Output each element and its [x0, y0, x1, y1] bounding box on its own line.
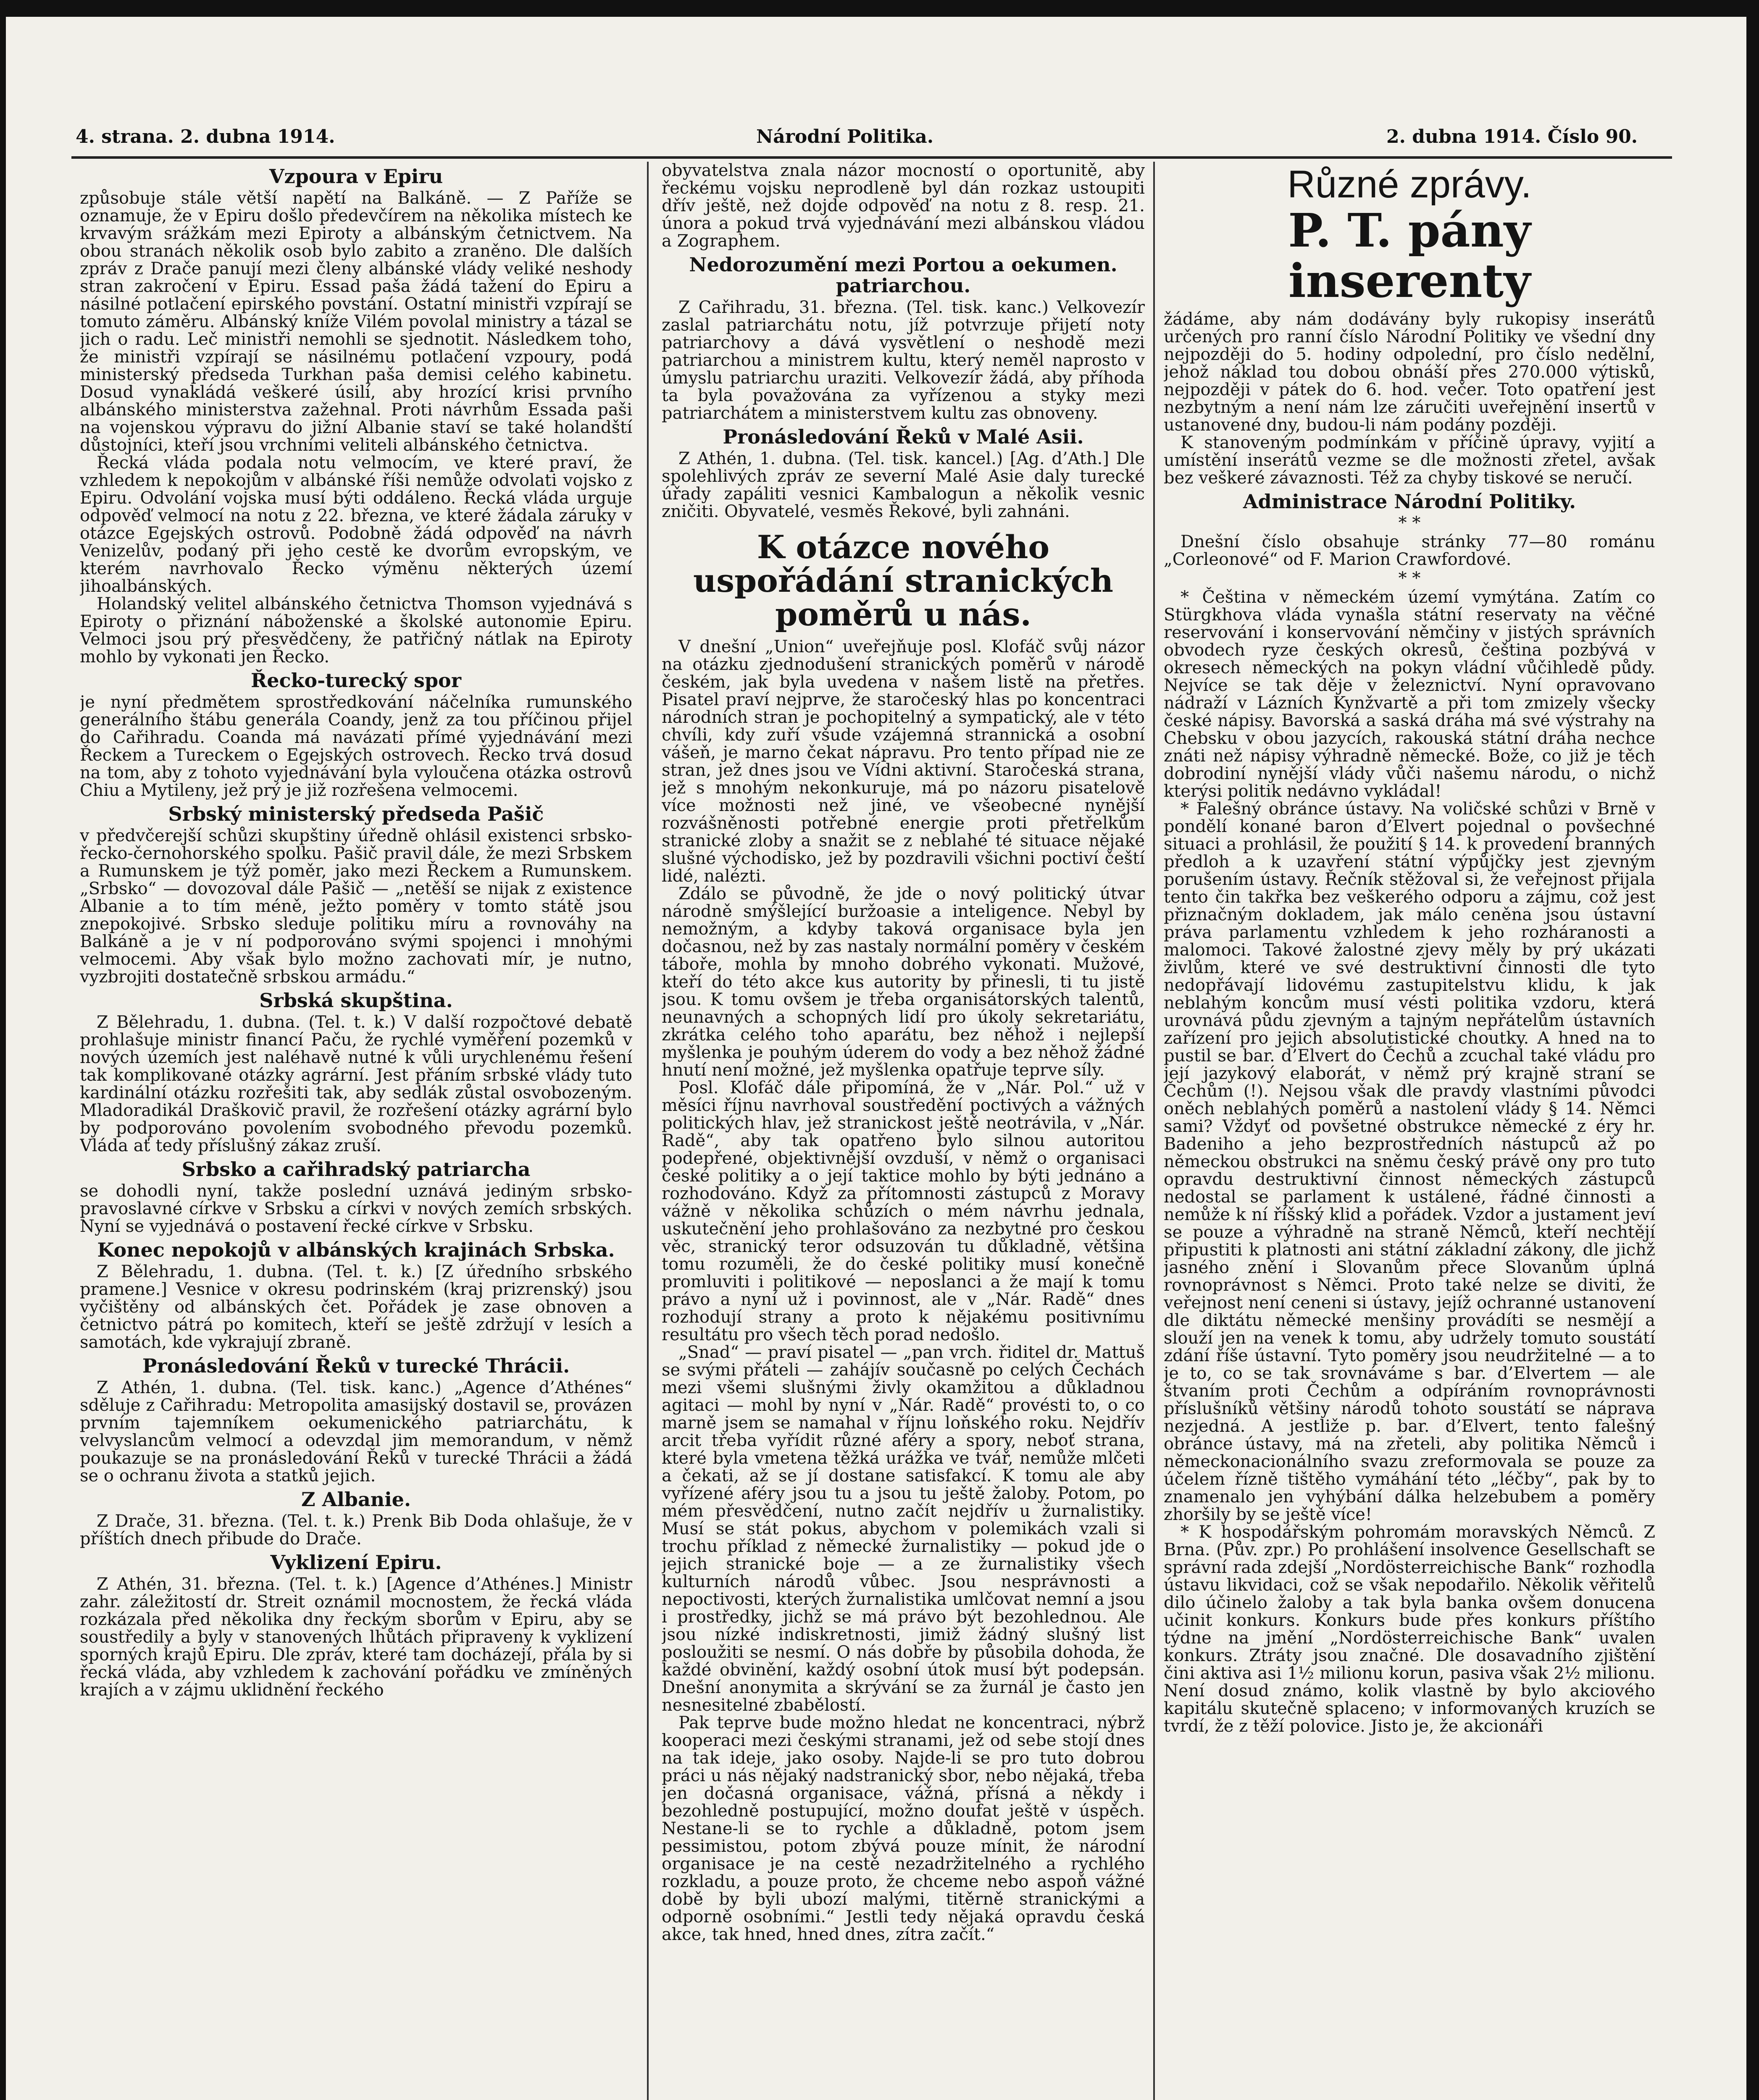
article-paragraph: „Snad“ — praví pisatel — „pan vrch. řiditel dr. Mattuš se svými přáteli — zahájív současně po celých Čechách mezi všemi slušnými živly okamžitou a důkladnou agitaci — mohl by nyní v „Nár. Radě“ provésti to, o co marně jsem se namahal v říjnu loňského roku. Nejdřív arcit třeba vyřídit různé aféry a spory, neboť strana, které byla vmetena těžká urážka ve tvář, nemůže mlčeti a čekati, až se jí dostane satisfakcí. K tomu ale aby vyřízené aféry jsou tu a jsou tu ještě žaloby. Potom, po mém přesvědčení, nutno začít nejdřív u žurnalistiky. Musí se stát pokus, abychom v polemikách vzali si trochu příklad z německé žurnalistiky — pokud jde o jejich stranické boje — a ze žurnalistiky všech kulturních národů vůbec. Jsou nesprávnosti a nepoctivosti, kterých žurnalistika umlčovat nemní a jsou i prostředky, jichž se má právo být bezohlednou. Ale jsou nízké indiskretnosti, jimiž žádný slušný list posloužiti se nesmí. O nás dobře by působila dohoda, že každé obvinění, každý osobní útok musí být podepsán. Dnešní anonymita a skrývání se za žurnál je často jen nesnesitelné zbabělostí. [662, 1343, 1145, 1715]
column-2 [662, 162, 1145, 2100]
article-paragraph: Z Athén, 1. dubna. (Tel. tisk. kanc.) „Agence d’Athénes“ sděluje z Cařihradu: Metropolita amasijský dostavil se, provázen prvním tajemníkem oekumenického patriarchátu, k velvyslancům velmocí a odevzdal jim memorandum, v němž poukazuje se na pronásledování Řeků v turecké Thrácii a žádá se o ochranu života a statků jejich. [80, 1378, 632, 1486]
feature-headline: K otázce nového uspořádání stranických poměrů u nás. [693, 528, 1114, 633]
article-paragraph: Řecká vláda podala notu velmocím, ve které praví, že vzhledem k nepokojům v albánské říši nemůže odvolati vojsko z Epiru. Odvolání vojska musí býti oddáleno. Řecká vláda urguje odpověď velmocí na notu z 22. března, ve které žádala záruky v otázce Egejských ostrovů. Podobně žádá odpověď na návrh Venizelův, podaný při jeho cestě ke dvorům evropským, ve kterém navrhovalo Řecko výměnu některých území jihoalbánských. [80, 453, 632, 596]
separator-stars: * * [1398, 569, 1421, 588]
article-paragraph: způsobuje stále větší napětí na Balkáně. — Z Paříže se oznamuje, že v Epiru došlo předevčírem na několika místech ke krvavým srážkám mezi Epiroty a albánským četnictvem. Na obou stranách několik osob bylo zabito a zraněno. Dle dalších zpráv z Drače panují mezi členy albánské vlády veliké neshody stran zakročení v Epiru. Essad paša žádá tažení do Epiru a násilné potlačení epirského povstání. Ostatní ministři vzpírají se tomuto záměru. Albánský kníže Vilém povolal ministry a tázal se jich o radu. Leč ministři nemohli se sjednotit. Následkem toho, že ministři vzpírají se násilnému potlačení vzpoury, podá ministerský předseda Turkhan paša demisi celého kabinetu. Dosud vynakládá veškeré úsilí, aby hrozící krisi prvního albánského ministerstva zažehnal. Proti návrhům Essada paši na vojenskou výpravu do jižní Albanie staví se také holandští důstojníci, kteří jsou vrchními veliteli albánského četnictva. [80, 189, 632, 455]
article-paragraph: Z Drače, 31. března. (Tel. t. k.) Prenk Bib Doda ohlašuje, že v příštích dnech přibude do Drače. [80, 1512, 632, 1549]
separator-stars: * * [1398, 513, 1421, 533]
article-paragraph: Z Athén, 31. března. (Tel. t. k.) [Agence d’Athénes.] Ministr zahr. záležitostí dr. Streit oznámil mocnostem, že řecká vláda rozkázala před několika dny řeckým sborům v Epiru, aby se soustředily a byly v stanovených lhůtách připraveny k vyklizení sporných krajů Epiru. Dle zpráv, které tam docházejí, přála by si řecká vláda, aby vzhledem k zachování pořádku ve zmíněných krajích a v zájmu uklidnění řeckého [80, 1575, 632, 1700]
article-headline: Nedorozumění mezi Portou a oekumen. patriarchou. [689, 253, 1117, 297]
article-headline: Administrace Národní Politiky. [1243, 490, 1576, 513]
article-paragraph: se dohodli nyní, takže poslední uznává jediným srbsko-pravoslavné církve v Srbsku a církvi v nových zemích srbských. Nyní se vyjednává o postavení řecké církve v Srbsku. [80, 1181, 632, 1236]
column-rule-1 [647, 162, 649, 2100]
column-1 [80, 162, 632, 2100]
notice-headline: P. T. pány inserenty [1288, 203, 1531, 308]
article-headline: Srbský ministerský předseda Pašič [168, 803, 544, 825]
header-issue-number: 2. dubna 1914. Číslo 90. [1386, 126, 1638, 147]
article-paragraph: V dnešní „Union“ uveřejňuje posl. Klofáč svůj názor na otázku zjednodušení stranických poměrů v národě českém, jak byla uvedena v našem listě na přetřes. Pisatel praví nejprve, že staročeský hlas po koncentraci národních stran je pochopitelný a sympatický, ale v této chvíli, kdy zuří všude vzájemná strannická a osobní vášeň, je marno čekat nápravu. Pro tento případ nie ze stran, jež dnes jsou ve Vídni aktivní. Staročeská strana, jež s mnohým nekonkuruje, má po názoru pisatelově více možnosti než jiné, ve všeobecné nynější rozvášněnosti potřebné energie proti přetřelkům stranické zloby a snažit se z neblahé té situace nějaké slušné východisko, jež by pozdravili všichni poctiví čeští lidé, nalézti. [662, 637, 1145, 886]
article-paragraph: Dnešní číslo obsahuje stránky 77—80 románu „Corleonové“ od F. Marion Crawfordové. [1164, 532, 1655, 569]
article-paragraph: * Falešný obránce ústavy. Na voličské schůzi v Brně v pondělí konané baron d’Elvert pojednal o povšechné situaci a prohlásil, že použití § 14. k provedení branných předloh a k uzavření státní výpůjčky jest zjevným porušením ústavy. Řečník stěžoval si, že veřejnost přijala tento čin takřka bez veškerého odporu a zájmu, což jest přiznačným dokladem, jak málo ceněna jsou ústavní práva parlamentu vzhledem k jeho rozháranosti a malomoci. Takové žalostné zjevy měly by prý ukázati živlům, které ve své destruktivní činnosti dle tyto nedopřávají lidovému zastupitelstvu klidu, k jak neblahým koncům musí vésti politika vzdoru, která urovnává půdu zjevným a tajným nepřátelům ústavních zařízení pro jejich absolutistické choutky. A hned na to pustil se bar. d’Elvert do Čechů a zcuchal také vládu pro její jazykový elaborát, v němž prý krajně straní se Čechům (!). Nejsou však dle pravdy vlastními původci oněch neblahých poměrů a nastolení vlády § 14. Němci sami? Vždyť od povšetné obstrukce německé z éry hr. Badeniho a jeho bezprostředních nástupců až po německou obstrukci na sněmu český právě ony pro tuto opravdu destruktivní činnost německých zástupců nedostal se parlament k ustálené, řádné činnosti a nemůže k ní říšský klid a pořádek. Vzdor a justament jeví se pouze a výhradně na straně Němců, kteří nechtějí připustiti k platnosti ani státní základní zákony, dle jichž jasného znění i Slovanům přece Slovanům úplná rovnoprávnost s Němci. Proto také nelze se diviti, že veřejnost není ceneni si ústavy, jejíž ochranné ustanovení dle diktátu německé menšiny provádíti se nesmějí a slouží jen na venek k tomu, aby udržely tomuto soustátí zdání říše ústavní. Tyto poměry jsou neudržitelné — a to je to, co se tak srovnáváme s bar. d’Elvertem — ale štvaním proti Čechům a odpíráním rovnoprávnosti příslušníků většiny národů tohoto soustátí se náprava nezjedná. A jestliže p. bar. d’Elvert, tento falešný obránce ústavy, má na zřeteli, aby politika Němců i německonacionálního svazu zreformovala se pouze za účelem řízně tištěho vymáhání této „léčby“, pak by to znamenalo jen vyhýbání dálka helzebubem a poměry zhoršily by se ještě více! [1164, 799, 1655, 1524]
article-headline: Konec nepokojů v albánských krajinách Srbska. [97, 1239, 615, 1261]
article-paragraph: Z Bělehradu, 1. dubna. (Tel. t. k.) [Z úředního srbského pramene.] Vesnice v okresu podrinském (kraj prizrenský) jsou vyčištěny od albánských čet. Pořádek je zase obnoven a četnictvo pátrá po komitech, kteří se ještě zdržují v lesích a samotách, kde vykrajují zbraně. [80, 1262, 632, 1352]
scan-border-left [0, 0, 6, 2100]
article-paragraph: žádáme, aby nám dodávány byly rukopisy inserátů určených pro ranní číslo Národní Politiky ve všední dny nejpozději do 5. hodiny odpolední, pro číslo nedělní, jehož náklad tou dobou obnáší přes 270.000 výtisků, nejpozději v pátek do 6. hod. večer. Toto opatření jest nezbytným a není nám lze záručiti uveřejnění insertů v ustanovené dny, budou-li nám podány později. [1164, 310, 1655, 435]
article-paragraph: * K hospodářským pohromám moravských Němců. Z Brna. (Pův. zpr.) Po prohlášení insolvence Gesellschaft se správní rada zdejší „Nordösterreichische Bank“ rozhodla ústavu likvidaci, což se však nepodařilo. Několik věřitelů dilo účinelo žaloby a tak byla banka ovšem donucena učinit konkurs. Konkurs bude přes konkurs příštího týdne na jmění „Nordösterreichische Bank“ uvalen konkurs. Ztráty jsou značné. Dle dosavadního zjištění čini aktiva asi 1½ milionu korun, pasiva však 2½ milionu. Není dosud známo, kolik vlastně by bylo akciového kapitálu skutečně splaceno; v informovaných kruzích se tvrdí, že z těží polovice. Jisto je, že akcionáři [1164, 1522, 1655, 1736]
running-header [76, 126, 1668, 151]
column-rule-2 [1153, 162, 1155, 2100]
article-paragraph: je nyní předmětem sprostředkování náčelníka rumunského generálního štábu generála Coandy, jenž za tou příčinou přijel do Cařihradu. Coanda má navázati přímé vyjednávání mezi Řeckem a Tureckem o Egejských ostrovech. Řecko trvá dosud na tom, aby z tohoto vyjednávání byla vyloučena otázka ostrovů Chiu a Mytileny, jež prý je již rozřešena velmocemi. [80, 693, 632, 800]
header-rule [71, 156, 1672, 159]
article-paragraph: Pak teprve bude možno hledat ne koncentraci, nýbrž kooperaci mezi českými stranami, jež od sebe stojí dnes na tak ideje, jako osoby. Najde-li se pro tuto dobrou práci u nás nějaký nadstranický sbor, nebo nějaká, třeba jen dočasná organisace, vážná, přísná a někdy i bezohledně postupující, možno doufat ještě v úspěch. Nestane-li se to rychle a důkladně, potom jsem pessimistou, potom zbývá pouze mínit, že národní organisace je na cestě nezadržitelného a rychlého rozkladu, a pouze proto, že chceme nebo aspoň vážné době by byli ubozí malými, titěrně stranickými a odporně osobními.“ Jestli tedy nějaká opravdu česká akce, tak hned, hned dnes, zítra začít.“ [662, 1713, 1145, 1944]
article-paragraph: Z Athén, 1. dubna. (Tel. tisk. kancel.) [Ag. d’Ath.] Dle spolehlivých zpráv ze severní Malé Asie daly turecké úřady zapáliti vesnici Kambalogun a několik vesnic zničiti. Obyvatelé, vesměs Řekové, byli zahnáni. [662, 449, 1145, 521]
article-paragraph: K stanoveným podmínkám v příčině úpravy, vyjití a umístění inserátů vezme se dle možnosti zřetel, avšak bez veškeré závaznosti. Též za chyby tiskové se neručí. [1164, 433, 1655, 488]
article-paragraph: Z Cařihradu, 31. března. (Tel. tisk. kanc.) Velkovezír zaslal patriarchátu notu, jíž potvrzuje přijetí noty patriarchovy a dává vysvětlení o neshodě mezi patriarchou a ministrem kultu, který neměl naprosto v úmyslu patriarchu uraziti. Velkovezír žádá, aby příhoda ta byla považována za vyřízenou a styky mezi patriarchátem a ministerstvem kultu zas obnoveny. [662, 298, 1145, 423]
article-paragraph: Holandský velitel albánského četnictva Thomson vyjednává s Epiroty o přiznání náboženské a školské autonomie Epiru. Velmoci jsou prý přesvědčeny, že patřičný nátlak na Epiroty mohlo by vykonati jen Řecko. [80, 594, 632, 667]
header-newspaper-title: Národní Politika. [756, 126, 934, 147]
article-headline: Srbská skupština. [259, 989, 453, 1012]
article-paragraph: Zdálo se původně, že jde o nový politický útvar národně smýšlející buržoasie a inteligence. Nebyl by nemožným, a kdyby taková organisace byla jen dočasnou, než by zas nastaly normální poměry v českém táboře, mohla by mnoho dobrého vykonati. Mužové, kteří do této akce kus autority by přinesli, ti tu jistě jsou. K tomu ovšem je třeba organisátorských talentů, neunavných a schopných lidí pro úkoly sekretariátu, zkrátka celého toho aparátu, bez něhož i nejlepší myšlenka je pouhým úderem do vody a bez něhož žádné hnutí není možné, jež myšlenka opatřuje teprve síly. [662, 884, 1145, 1080]
article-headline: Srbsko a cařihradský patriarcha [181, 1158, 531, 1181]
header-page-date: 4. strana. 2. dubna 1914. [76, 126, 335, 147]
article-paragraph: Z Bělehradu, 1. dubna. (Tel. t. k.) V další rozpočtové debatě prohlašuje ministr financí Paču, že rychlé vyměření pozemků v nových územích jest naléhavě nutné k vůli urychlenému řešení tak komplikované otázky agrární. Jest přáním srbské vlády tuto kardinální otázku rozřešiti tak, aby sedlák zůstal osvobozeným. Mladoradikál Draškovič pravil, že rozřešení otázky agrární bylo by podporováno povolením svobodného převodu pozemků. Vláda ať tedy příslušný zákaz zruší. [80, 1013, 632, 1155]
article-paragraph: obyvatelstva znala názor mocností o oportunitě, aby řeckému vojsku neprodleně byl dán rozkaz ustoupiti dřív ještě, než dojde odpověď na notu z 8. resp. 21. února a pokud trvá vyjednávání mezi albánskou vládou a Zographem. [662, 162, 1145, 251]
article-paragraph: Posl. Klofáč dále připomíná, že v „Nár. Pol.“ už v měsíci říjnu navrhoval soustředění poctivých a vážných politických hlav, jež stranickost ještě neotrávila, v „Nár. Radě“, aby tak opatřeno bylo silnou autoritou podepřené, objektivnější ovzduší, v němž o organisaci české politiky a o její taktice mohlo by býti jednáno a rozhodováno. Když za přítomnosti zástupců z Moravy vážně v několika schůzích o mém návrhu jednala, uskutečnění jeho prohlašováno za nezbytné pro českou věc, stranický teror odsuzován tu důkladně, většina tomu rozuměli, že do české politiky musí konečně promluviti i politikové — neposlanci a že mají k tomu právo a nyní už i povinnost, ale v „Nár. Radě“ dnes rozhodují strany a proto k nějakému positivnímu resultátu pro všech těch porad nedošlo. [662, 1078, 1145, 1344]
article-headline: Pronásledování Řeků v Malé Asii. [723, 425, 1084, 448]
article-headline: Pronásledování Řeků v turecké Thrácii. [142, 1354, 570, 1377]
article-paragraph: * Čeština v německém území vymýtána. Zatím co Stürgkhova vláda vynašla státní reservaty na věčné reservování i konservování němčiny v jistých správních obvodech ryze českých okresů, čeština pozbývá v okresech německých na pokyn vládní vůčihledě půdy. Nejvíce se tak děje v železnictví. Nyní opravovano nádraží v Lázních Kynžvartě a při tom zmizely všecky české nápisy. Bavorská a saská dráha má své výstrahy na Chebsku v obou jazycích, rakouská státní dráha nechce znáti než nápisy výhradně německé. Bože, co již je těch dobrodiní nynější vlády vůči našemu národu, o nichž kterýsi politik nedávno vykládal! [1164, 588, 1655, 801]
scan-border-top [0, 0, 1759, 17]
article-paragraph: v předvčerejší schůzi skupštiny úředně ohlásil existenci srbsko-řecko-černohorského spolku. Pašič pravil dále, že mezi Srbskem a Rumunskem je týž poměr, jako mezi Řeckem a Rumunskem. „Srbsko“ — dovozoval dále Pašič — „netěší se nijak z existence Albanie a to tím méně, ježto poměry v tomto státě jsou znepokojivé. Srbsko sleduje politiku míru a rovnováhy na Balkáně a je v ní podporováno svými spojenci i mnohými velmocemi. Aby však bylo možno zachovati mír, je nutno, vyzbrojiti dostatečně srbskou armádu.“ [80, 826, 632, 987]
article-headline: Vzpoura v Epiru [269, 165, 443, 188]
scan-border-right [1746, 0, 1759, 2100]
column-3 [1164, 162, 1655, 2100]
article-headline: Z Albanie. [301, 1488, 411, 1511]
article-headline: Řecko-turecký spor [251, 669, 461, 692]
section-title: Různé zprávy. [1287, 163, 1532, 206]
article-headline: Vyklizení Epiru. [270, 1551, 442, 1574]
